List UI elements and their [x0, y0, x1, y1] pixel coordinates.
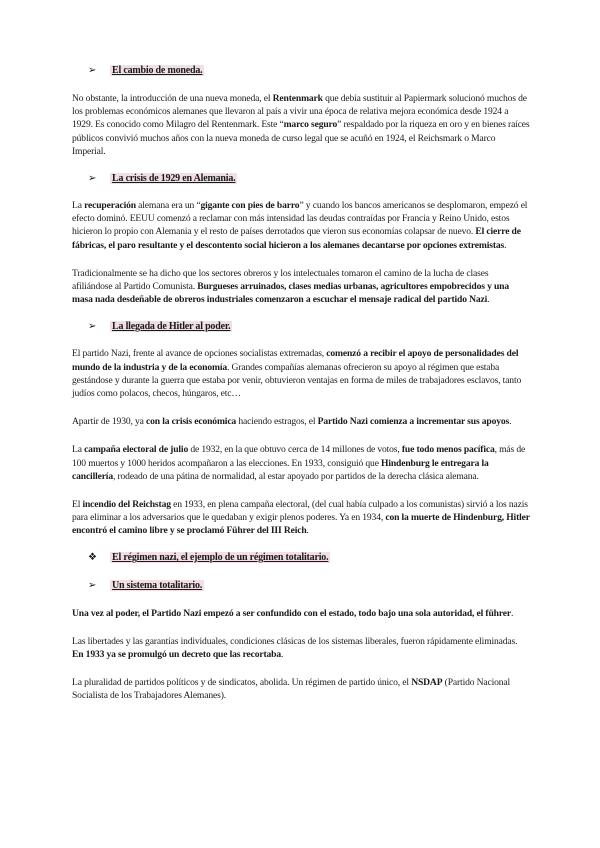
section-heading-cambio-moneda	[88, 62, 530, 78]
heading-text: El cambio de moneda.	[112, 64, 203, 76]
arrow-bullet-icon: ➢	[88, 64, 97, 76]
heading-text: El régimen nazi, el ejemplo de un régimen totalitario.	[112, 552, 329, 564]
paragraph: El incendio del Reichstag en 1933, en plena campaña electoral, (del cual había culpado a los comunistas) sirvió a los nazis para eliminar a los adversarios que le quedaban y exigir plenos poderes. Ya en 1934, con la muerte de Hindenburg, Hitler encontró el camino libre y se proclamó Führer del III Reich.	[72, 499, 530, 537]
paragraph: El partido Nazi, frente al avance de opciones socialistas extremadas, comenzó a recibir el apoyo de personalidades del mundo de la industria y de la economía. Grandes compañías alemanas ofrecieron su apoyo al régimen que estaba gestándose y durante la guerra que estaba por venir, obtuvieron ventajas en forma de miles de trabajadores esclavos, tanto judíos como polacos, checos, húngaros, etc…	[72, 348, 522, 400]
section-heading-sistema-totalitario	[88, 578, 530, 594]
diamond-bullet-icon: ❖	[88, 552, 97, 564]
arrow-bullet-icon: ➢	[88, 580, 97, 592]
document-page	[72, 62, 530, 703]
paragraph: Las libertades y las garantías individuales, condiciones clásicas de los sistemas liberales, fueron rápidamente eliminadas. En 1933 ya se promulgó un decreto que las recortaba.	[72, 635, 518, 661]
paragraph: La pluralidad de partidos políticos y de sindicatos, abolida. Un régimen de partido único, el NSDAP (Partido Nacional Socialista de los Trabajadores Alemanes).	[72, 677, 511, 702]
paragraph: La campaña electoral de julio de 1932, en la que obtuvo cerca de 14 millones de votos, fue todo menos pacífica, más de 100 muertos y 1000 heridos acompañaron a las elecciones. En 1933, consiguió que Hindenburg le entregara la cancillería, rodeado de una pátina de normalidad, al estar apoyado por partidos de la derecha clásica alemana.	[72, 444, 526, 482]
heading-text: Un sistema totalitario.	[112, 580, 203, 592]
heading-text: La crisis de 1929 en Alemania.	[112, 172, 236, 184]
paragraph: Apartir de 1930, ya con la crisis económica haciendo estragos, el Partido Nazi comienza a incrementar sus apoyos.	[72, 416, 512, 428]
arrow-bullet-icon: ➢	[88, 320, 97, 332]
section-heading-regimen-nazi	[88, 550, 530, 566]
arrow-bullet-icon: ➢	[88, 172, 97, 184]
section-heading-crisis-1929	[88, 170, 530, 186]
paragraph: La recuperación alemana era un “gigante con pies de barro” y cuando los bancos americanos se desplomaron, empezó el efecto dominó. EEUU comenzó a reclamar con más intensidad las deudas contraídas por Francia y Reino Unido, estos hicieron lo propio con Alemania y el resto de países derrotados que vieron sus economías colapsar de nuevo. El cierre de fábricas, el paro resultante y el descontento social hicieron a los alemanes decantarse por opciones extremistas.	[72, 200, 528, 251]
paragraph: No obstante, la introducción de una nueva moneda, el Rentenmark que debía sustituir al Papiermark solucionó muchos de los problemas económicos alemanes que llevaron al país a vivir una época de relativa mejora económica desde 1924 a 1929. Es conocido como Milagro del Rentenmark. Este “marco seguro” respaldado por la riqueza en oro y en bienes raíces públicos convivió muchos años con la nueva moneda de curso legal que se acuñó en 1924, el Reichsmark o Marco Imperial.	[72, 93, 530, 157]
paragraph: Tradicionalmente se ha dicho que los sectores obreros y los intelectuales tomaron el camino de la lucha de clases afiliándose al Partido Comunista. Burgueses arruinados, clases medias urbanas, agricultores empobrecidos y una masa nada desdeñable de obreros industriales comenzaron a escuchar el mensaje radical del partido Nazi.	[72, 267, 509, 306]
paragraph: Una vez al poder, el Partido Nazi empezó a ser confundido con el estado, todo bajo una sola autoridad, el führer.	[72, 607, 514, 619]
heading-text: La llegada de Hitler al poder.	[112, 320, 231, 332]
section-heading-llegada-hitler	[88, 318, 530, 334]
